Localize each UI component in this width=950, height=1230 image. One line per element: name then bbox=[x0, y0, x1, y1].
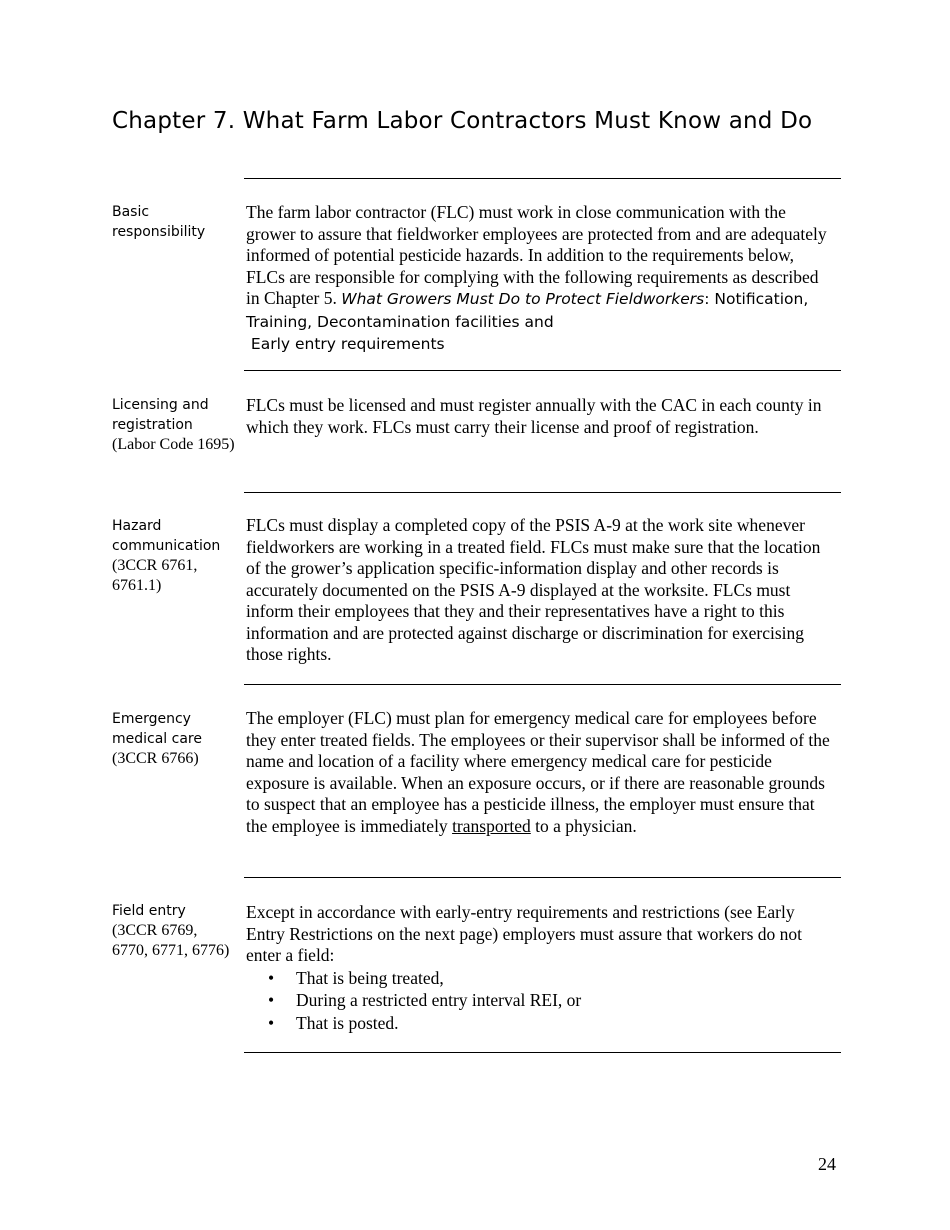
field-entry-list bbox=[246, 967, 836, 1035]
body-text-tail: Early entry requirements bbox=[246, 335, 445, 353]
body-text-tail: to a physician. bbox=[530, 815, 637, 836]
section-heading: Emergency medical care bbox=[112, 711, 202, 747]
body-text: Except in accordance with early-entry requirements and restrictions (see Early Entry Restrictions on the next page) employers must assure that workers do not enter a field: bbox=[246, 902, 802, 965]
transported-link[interactable]: transported bbox=[452, 815, 531, 836]
section-citation: (Labor Code 1695) bbox=[112, 436, 235, 453]
chapter-reference: What Growers Must Do to Protect Fieldworkers bbox=[341, 290, 705, 308]
section-sidebar bbox=[112, 516, 237, 596]
section-body bbox=[246, 515, 836, 666]
list-item: • That is being treated, bbox=[246, 967, 836, 990]
section-sidebar bbox=[112, 709, 237, 769]
section-divider bbox=[244, 1052, 841, 1053]
section-heading: Hazard communication bbox=[112, 518, 221, 554]
section-body bbox=[246, 902, 836, 1034]
section-heading: Field entry bbox=[112, 903, 186, 919]
section-divider bbox=[244, 684, 841, 685]
section-citation: (3CCR 6761, 6761.1) bbox=[112, 557, 198, 594]
section-divider bbox=[244, 492, 841, 493]
section-citation: (3CCR 6766) bbox=[112, 750, 199, 767]
section-divider bbox=[244, 370, 841, 371]
section-divider bbox=[244, 178, 841, 179]
section-body bbox=[246, 395, 836, 438]
section-divider bbox=[244, 877, 841, 878]
list-item: • That is posted. bbox=[246, 1012, 836, 1035]
body-text: The employer (FLC) must plan for emergency medical care for employees before they enter treated fields. The employees or their supervisor shall be informed of the name and location of a facility where emergency medical care for pesticide exposure is available. When an exposure occurs, or if there are reasonable grounds to suspect that an employee has a pesticide illness, the employer must ensure that the employee is immediately bbox=[246, 708, 830, 836]
section-sidebar bbox=[112, 901, 237, 961]
section-body bbox=[246, 708, 836, 837]
section-heading: Licensing and registration bbox=[112, 397, 209, 433]
body-text: The farm labor contractor (FLC) must work in close communication with the grower to assure that fieldworker employees are protected from and are adequately informed of potential pesticide hazards. In addition to the requirements below, FLCs are responsible for complying with the following requirements as described in Chapter 5. bbox=[246, 202, 827, 308]
section-heading: Basic responsibility bbox=[112, 204, 206, 240]
body-text: FLCs must display a completed copy of the PSIS A-9 at the work site whenever fieldworkers are working in a treated field. FLCs must make sure that the location of the grower’s application specific-information display and other records is accurately documented on the PSIS A-9 displayed at the worksite. FLCs must inform their employees that they and their representatives have a right to this information and are protected against discharge or discrimination for exercising those rights. bbox=[246, 515, 821, 664]
section-citation: (3CCR 6769, 6770, 6771, 6776) bbox=[112, 922, 230, 959]
page-number: 24 bbox=[818, 1154, 836, 1174]
body-text: FLCs must be licensed and must register annually with the CAC in each county in which they work. FLCs must carry their license and proof of registration. bbox=[246, 395, 822, 437]
list-item: • During a restricted entry interval REI, or bbox=[246, 989, 836, 1012]
page-title: Chapter 7. What Farm Labor Contractors Must Know and Do bbox=[112, 108, 813, 134]
body-text-tail: : Notification, Training, Decontamination facilities and bbox=[246, 290, 809, 331]
section-body bbox=[246, 202, 836, 356]
section-sidebar bbox=[112, 395, 237, 455]
